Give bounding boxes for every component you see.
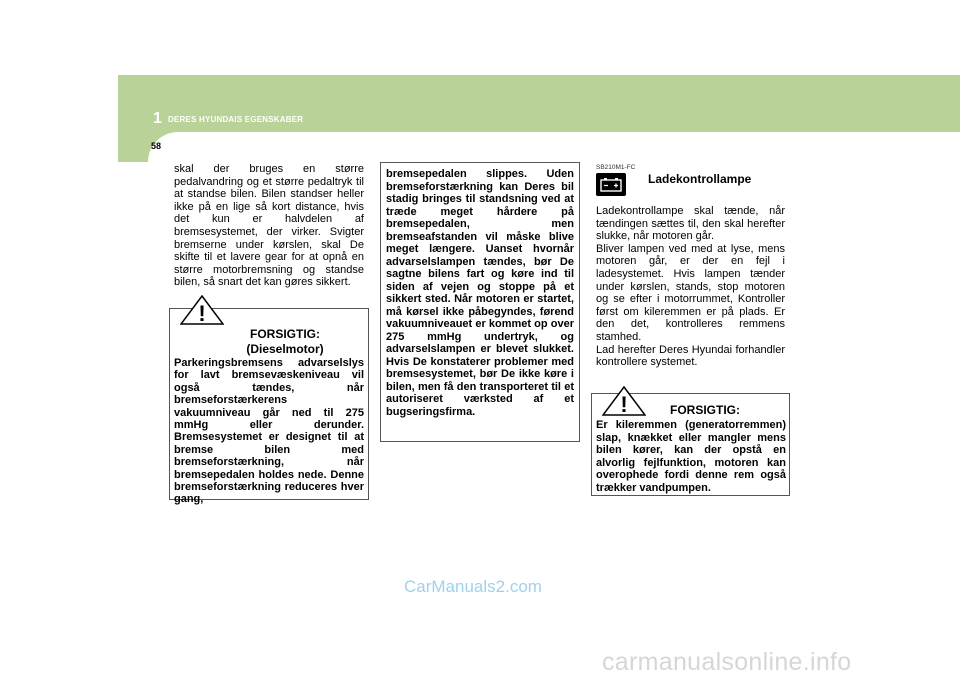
body-paragraph: Lad herefter Deres Hyundai forhandler kontrollere systemet. [596, 343, 785, 369]
svg-text:!: ! [198, 301, 206, 325]
warning-continuation-box [380, 162, 580, 442]
warning-box-diesel [169, 301, 369, 506]
section-code: SB210M1-FC [596, 164, 636, 171]
chapter-number: 1 [153, 110, 162, 127]
watermark-carmanuals2: CarManuals2.com [404, 577, 542, 596]
column-3 [596, 205, 785, 369]
warning-heading [220, 327, 350, 357]
warning-body: Er kileremmen (generatorremmen) slap, knækket eller mangler mens bilen kører, kan der opstå en alvorlig fejlfunktion, motoren kan overophede fordi denne rem også trækker vandpumpen. [596, 419, 786, 494]
warning-box-belt [591, 393, 790, 496]
continuation-body: bremsepedalen slippes. Uden bremseforstærkning kan Deres bil stadig bringes til standsning ved at træde meget hårdere på bremsepedalen, men bremseafstanden vil måske blive meget længere. Uanset hvornår advarselslampen tændes, bør De sagtne bilens fart og køre ind til siden af vejen og stoppe på et sikkert sted. Når motoren er startet, må kørsel ikke påbegyndes, førend vakuumniveauet er kommet op over 275 mmHg undertryk, og advarselslampen er blevet slukket. Hvis De konstaterer problemer med bremsesystemet, bør De ikke køre i bilen, men få den transporteret til et autoriseret værksted af et bugseringsfirma. [386, 168, 574, 418]
warning-heading: FORSIGTIG: [670, 403, 740, 417]
column-1 [174, 163, 364, 289]
warning-triangle-icon [180, 295, 224, 325]
body-paragraph: Bliver lampen ved med at lyse, mens motoren går, er der en fejl i ladesystemet. Hvis lampen tænder under kørslen, stands, stop motoren og se efter i motorrummet, Kontroller først om kileremmen er på plads. Er den det, kontrolleres remmens stamhed. [596, 242, 785, 343]
warning-subheading-text: (Dieselmotor) [246, 342, 324, 356]
warning-heading-text: FORSIGTIG: [250, 327, 320, 341]
chapter-title: DERES HYUNDAIS EGENSKABER [168, 115, 304, 124]
svg-text:!: ! [620, 392, 628, 416]
body-paragraph: Ladekontrollampe skal tænde, når tændingen sættes til, den skal herefter slukke, når motoren går. [596, 205, 785, 243]
battery-warning-icon [596, 173, 626, 196]
warning-body: Parkeringsbremsens advarselslys for lavt bremsevæskeniveau vil også tændes, når bremseforstærkerens vakuumniveau går ned til 275 mmHg eller derunder. Bremsesystemet er designet til at bremse bilen med bremseforstærkning, når bremsepedalen holdes nede. Denne bremseforstærkning reduceres hver gang, [174, 357, 364, 506]
watermark-carmanualsonline: carmanualsonline.info [602, 648, 852, 676]
body-paragraph: skal der bruges en større pedalvandring og et større pedaltryk til at standse bilen. Bilen standser heller ikke på en lige så kort distance, hvis det kun er halvdelen af bremsesystemet, der virker. Svigter bremserne under kørslen, skal De skifte til et lavere gear for at opnå en større motorbremsning og standse bilen, så snart det kan gøres sikkert. [174, 163, 364, 289]
header-band-curve [148, 132, 960, 164]
section-title: Ladekontrollampe [648, 172, 752, 186]
page-number: 58 [151, 141, 162, 151]
